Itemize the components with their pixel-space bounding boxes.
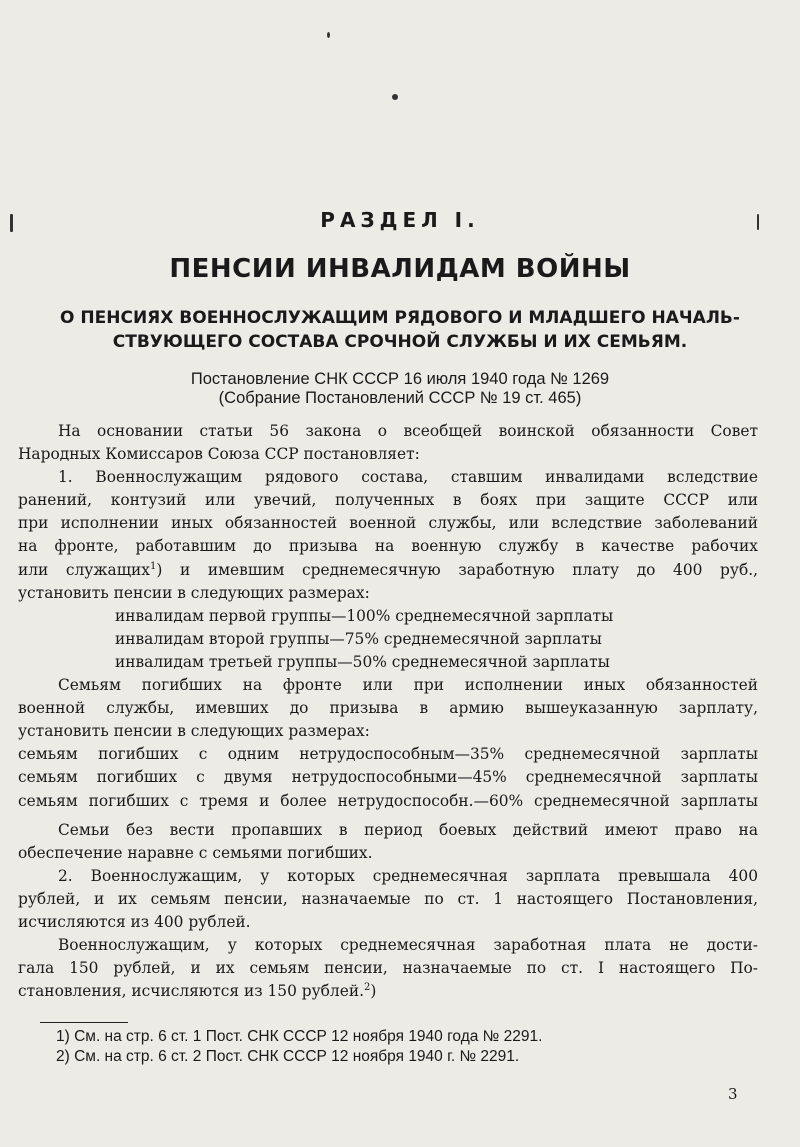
text-line: Военнослужащим, у которых среднемесячная заработная плата не дости-: [58, 936, 758, 955]
text-line: исчисляются из 400 рублей.: [18, 912, 251, 931]
text-line: на фронте, работавшим до призыва на военную службу в качестве рабочих: [18, 537, 758, 556]
decree-line: Постановление СНК СССР 16 июля 1940 года № 1269: [190, 370, 610, 388]
document-body: [18, 420, 758, 1003]
text-line: Семьи без вести пропавших в период боевых действий имеют право на: [58, 820, 758, 839]
text-line: На основании статьи 56 закона о всеобщей воинской обязанности Совет: [58, 422, 758, 440]
text-line: при исполнении иных обязанностей военной службы, или вследствие заболеваний: [18, 514, 758, 533]
footnote-ref: 2: [363, 982, 371, 994]
text-line: военной службы, имевших до призыва в армию вышеуказанную зарплату,: [18, 699, 758, 718]
text-line: 2. Военнослужащим, у которых среднемесячная зарплата превышала 400: [58, 866, 758, 885]
text-line: установить пенсии в следующих размерах:: [18, 583, 370, 602]
footnote-divider: [40, 1022, 128, 1023]
subtitle-line: СТВУЮЩЕГО СОСТАВА СРОЧНОЙ СЛУЖБЫ И ИХ СЕМЬЯМ.: [112, 332, 688, 352]
text-line: [18, 559, 758, 582]
text-fragment: становления, исчисляются из 150 рублей.: [18, 982, 364, 1001]
footnote: 1) См. на стр. 6 ст. 1 Пост. СНК СССР 12 ноября 1940 года № 2291.: [56, 1028, 543, 1045]
subtitle-line: О ПЕНСИЯХ ВОЕННОСЛУЖАЩИМ РЯДОВОГО И МЛАДШЕГО НАЧАЛЬ-: [60, 308, 740, 328]
subtitle: [40, 306, 760, 354]
text-line: рублей, и их семьям пенсии, назначаемые по ст. 1 настоящего Постановления,: [18, 889, 758, 908]
print-speck: [392, 94, 398, 100]
text-fragment: ): [370, 982, 377, 1001]
footnote-ref: 1: [149, 560, 157, 572]
decree-line: (Собрание Постановлений СССР № 19 ст. 465): [218, 389, 582, 407]
footnote: 2) См. на стр. 6 ст. 2 Пост. СНК СССР 12 ноября 1940 г. № 2291.: [56, 1048, 520, 1065]
decree-reference: [60, 370, 740, 408]
print-speck: [327, 32, 330, 38]
list-item: семьям погибших с тремя и более нетрудоспособн.—60% среднемесячной зарплаты: [18, 791, 758, 810]
text-line: Народных Комиссаров Союза ССР постановляет:: [18, 445, 420, 464]
list-item: инвалидам первой группы—100% среднемесячной зарплаты: [115, 606, 614, 625]
text-line: Семьям погибших на фронте или при исполнении иных обязанностей: [58, 676, 758, 695]
text-line: установить пенсии в следующих размерах:: [18, 722, 370, 741]
list-item: семьям погибших с двумя нетрудоспособными—45% среднемесячной зарплаты: [18, 768, 758, 787]
text-fragment: ) и имевшим среднемесячную заработную плату до 400 руб.,: [156, 560, 759, 579]
page-number: 3: [728, 1085, 738, 1103]
invalid-groups-list: [18, 605, 758, 674]
page-title: ПЕНСИИ ИНВАЛИДАМ ВОЙНЫ: [169, 254, 631, 284]
text-fragment: или служащих: [18, 560, 150, 579]
text-line: [18, 980, 758, 1003]
list-item: инвалидам третьей группы—50% среднемесячной зарплаты: [115, 652, 610, 671]
text-line: обеспечение наравне с семьями погибших.: [18, 843, 373, 862]
footnotes: [40, 1027, 760, 1067]
family-rates-list: [18, 743, 758, 812]
list-item: инвалидам второй группы—75% среднемесячной зарплаты: [115, 629, 602, 648]
list-item: семьям погибших с одним нетрудоспособным—35% среднемесячной зарплаты: [18, 745, 758, 764]
text-line: ранений, контузий или увечий, полученных в боях при защите СССР или: [18, 491, 758, 510]
text-line: гала 150 рублей, и их семьям пенсии, назначаемые по ст. I настоящего По-: [18, 959, 758, 978]
text-line: 1. Военнослужащим рядового состава, ставшим инвалидами вследствие: [58, 468, 758, 487]
section-heading: РАЗДЕЛ I.: [320, 208, 480, 232]
